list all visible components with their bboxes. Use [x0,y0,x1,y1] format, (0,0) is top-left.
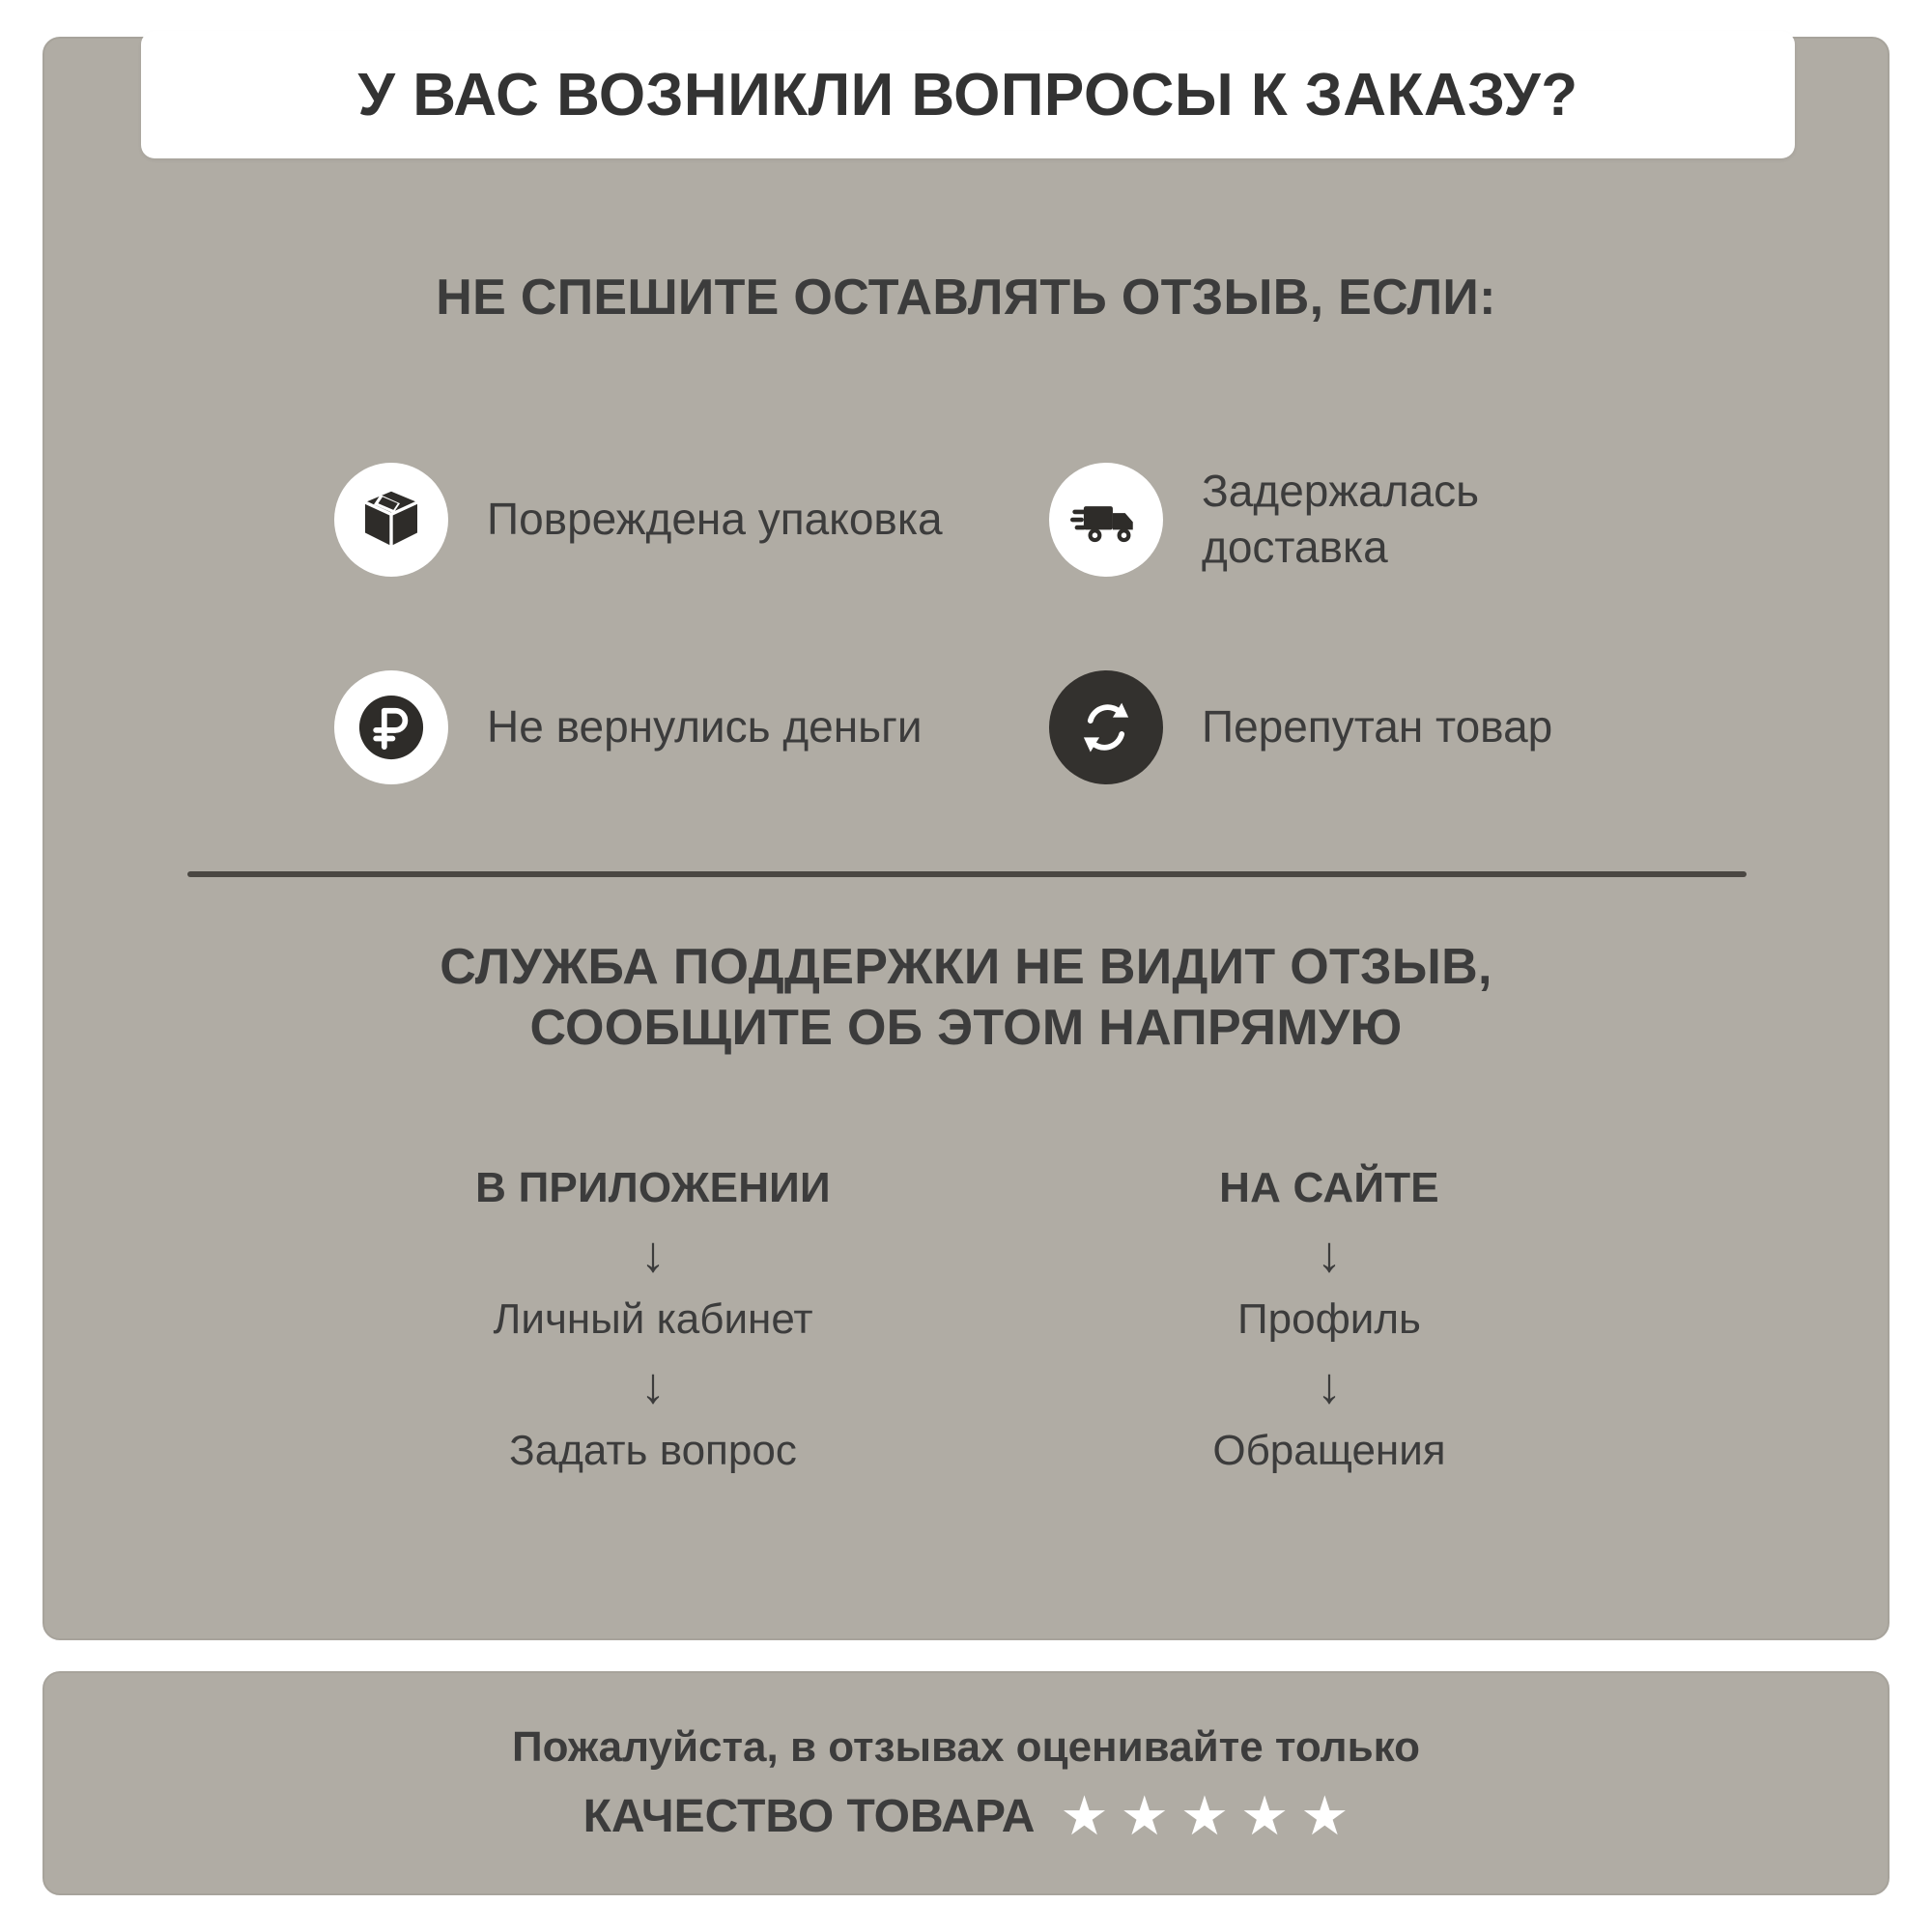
arrow-down-icon: ↓ [1317,1358,1342,1414]
channel-step: Задать вопрос [509,1427,797,1474]
reasons-grid [334,415,1706,831]
main-card [43,37,1889,1640]
support-heading-line-2: СООБЩИТЕ ОБ ЭТОМ НАПРЯМУЮ [529,1000,1403,1057]
star-icon: ★ [1060,1785,1109,1846]
channel-step: Личный кабинет [493,1295,813,1343]
star-icon: ★ [1300,1785,1350,1846]
section-divider [187,871,1747,877]
support-heading [44,937,1888,1060]
footer-emphasis: КАЧЕСТВО ТОВАРА [582,1790,1036,1842]
page-title: У ВАС ВОЗНИКЛИ ВОПРОСЫ К ЗАКАЗУ? [357,61,1578,128]
reason-label: Задержалась доставка [1202,466,1480,572]
channel-step: Профиль [1237,1295,1421,1343]
footer-card [43,1671,1889,1895]
reason-label: Не вернулись деньги [487,700,923,752]
channel-app [315,1164,991,1475]
channel-site [991,1164,1667,1475]
arrow-down-icon: ↓ [640,1358,666,1414]
reason-item [334,415,1049,623]
reason-label: Перепутан товар [1202,700,1553,752]
star-icon: ★ [1240,1785,1290,1846]
title-banner [141,31,1795,158]
reason-item [1049,415,1706,623]
ruble-refund-icon [334,670,448,784]
footer-line-1: Пожалуйста, в отзывах оценивайте только [512,1723,1420,1771]
rating-stars [1060,1785,1350,1846]
reasons-heading: НЕ СПЕШИТЕ ОСТАВЛЯТЬ ОТЗЫВ, ЕСЛИ: [436,270,1496,326]
arrow-down-icon: ↓ [640,1227,666,1283]
channel-title: В ПРИЛОЖЕНИИ [475,1164,831,1211]
footer-line-2 [582,1785,1350,1846]
damaged-box-icon [334,463,448,577]
arrow-down-icon: ↓ [1317,1227,1342,1283]
channels-grid [315,1164,1667,1475]
reason-item [1049,623,1706,831]
channel-step: Обращения [1212,1427,1446,1474]
star-icon: ★ [1120,1785,1169,1846]
swap-arrows-icon [1049,670,1163,784]
star-icon: ★ [1179,1785,1230,1846]
support-heading-line-1: СЛУЖБА ПОДДЕРЖКИ НЕ ВИДИТ ОТЗЫВ, [440,939,1492,995]
channel-title: НА САЙТЕ [1219,1164,1439,1211]
reason-label: Повреждена упаковка [487,493,943,544]
reason-item [334,623,1049,831]
delivery-truck-icon [1049,463,1163,577]
